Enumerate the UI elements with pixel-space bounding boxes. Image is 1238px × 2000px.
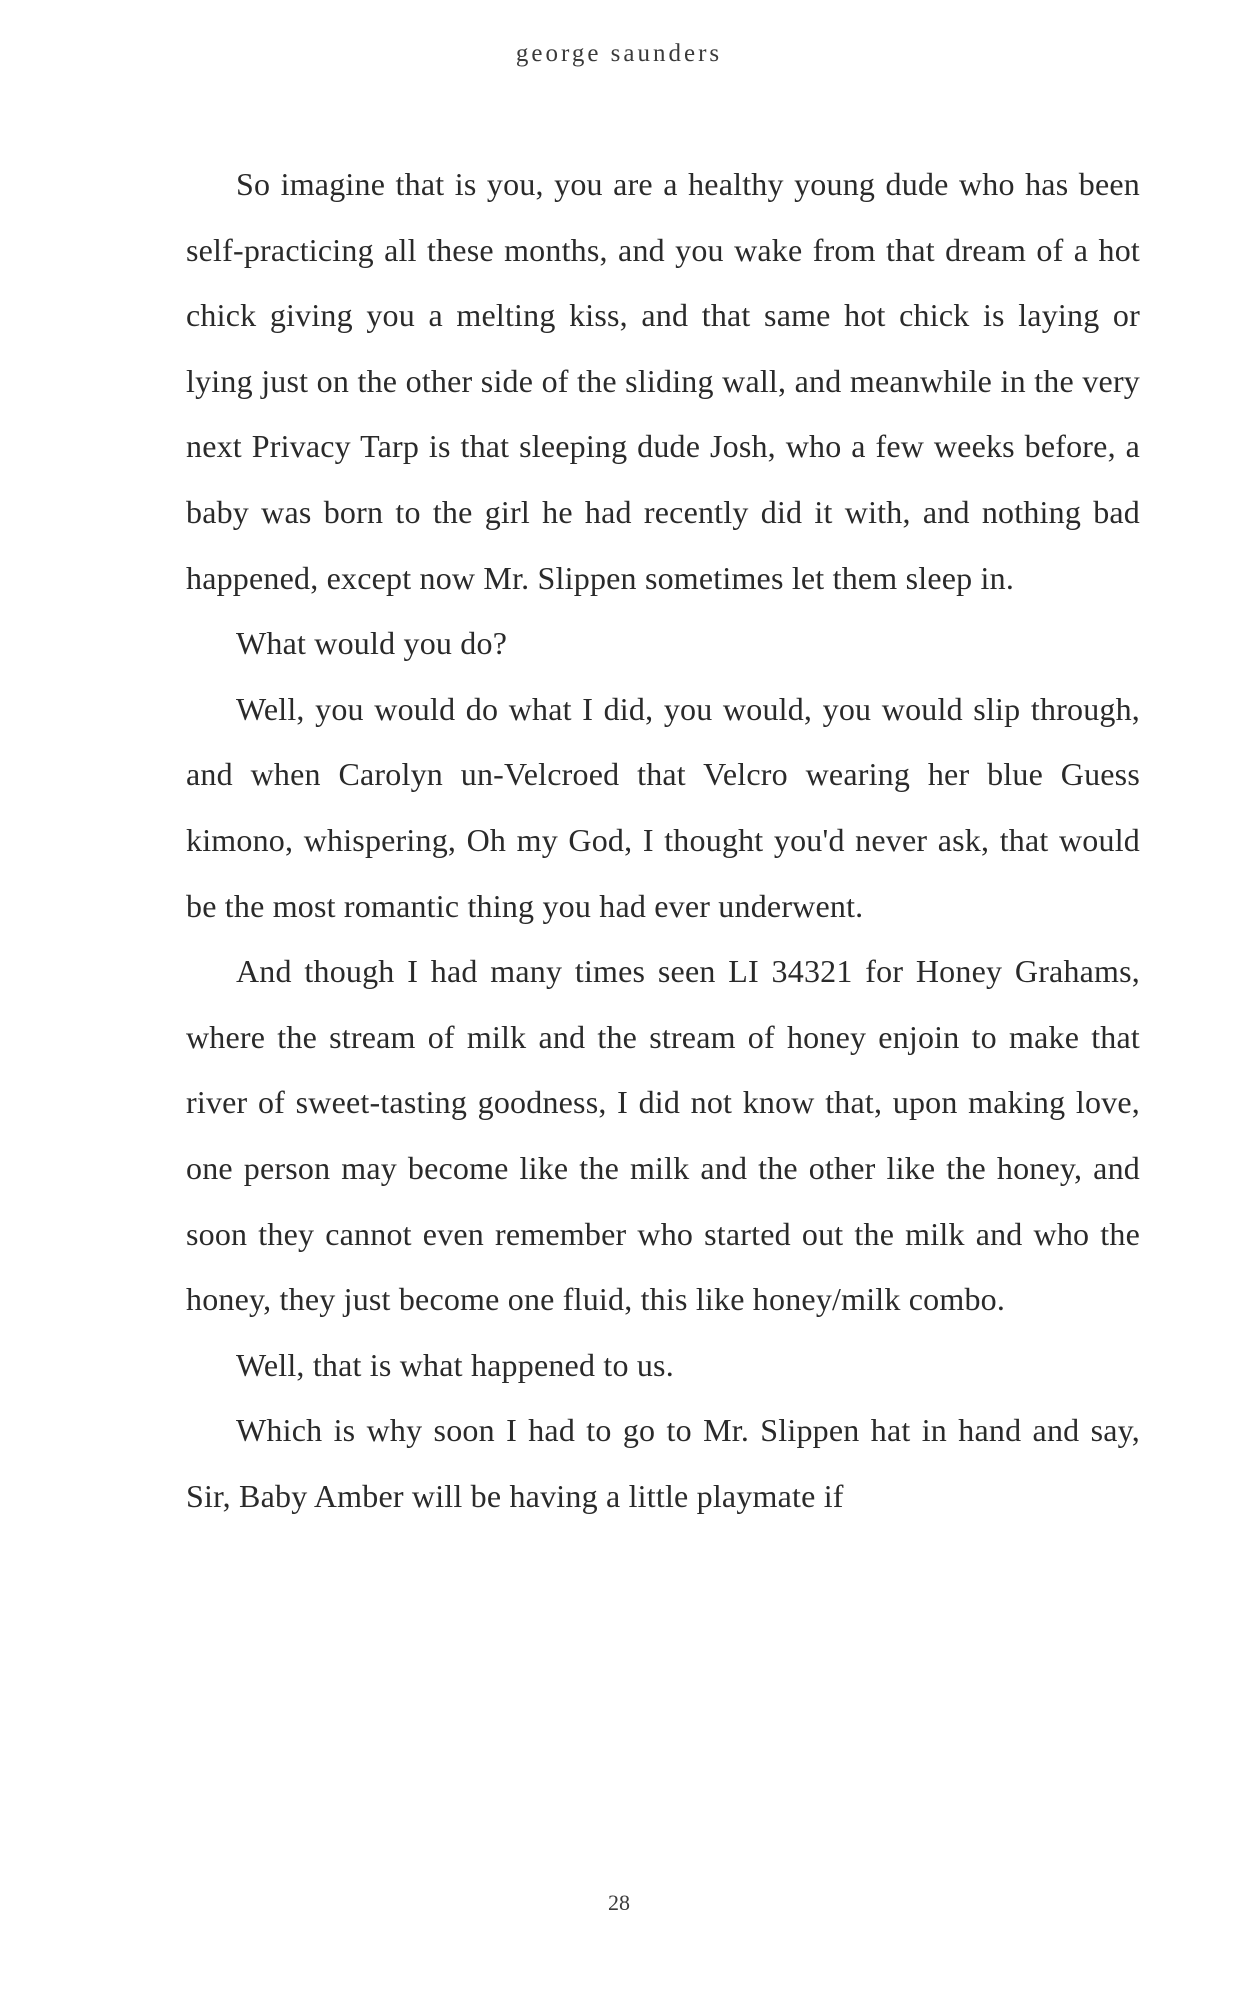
- running-head: george saunders: [515, 40, 723, 67]
- paragraph: Which is why soon I had to go to Mr. Slippen hat in hand and say, Sir, Baby Amber will be having a little playmate if: [186, 1412, 1140, 1514]
- paragraph: Well, you would do what I did, you would, you would slip through, and when Carolyn un-Velcroed that Velcro wearing her blue Guess kimono, whispering, Oh my God, I thought you'd never ask, that would be the most romantic thing you had ever underwent.: [186, 690, 1140, 924]
- body-text: [186, 152, 1140, 1529]
- paragraph: What would you do?: [236, 625, 508, 662]
- paragraph: So imagine that is you, you are a healthy young dude who has been self-practicing all these months, and you wake from that dream of a hot chick giving you a melting kiss, and that same hot chick is laying or lying just on the other side of the sliding wall, and meanwhile in the very next Privacy Tarp is that sleeping dude Josh, who a few weeks before, a baby was born to the girl he had recently did it with, and nothing bad happened, except now Mr. Slippen sometimes let them sleep in.: [186, 166, 1140, 596]
- paragraph: And though I had many times seen LI 34321 for Honey Grahams, where the stream of milk and the stream of honey enjoin to make that river of sweet-tasting goodness, I did not know that, upon making love, one person may become like the milk and the other like the honey, and soon they cannot even remember who started out the milk and who the honey, they just become one fluid, this like honey/milk combo.: [186, 953, 1140, 1318]
- paragraph: Well, that is what happened to us.: [236, 1346, 674, 1383]
- page-number: 28: [608, 1890, 630, 1915]
